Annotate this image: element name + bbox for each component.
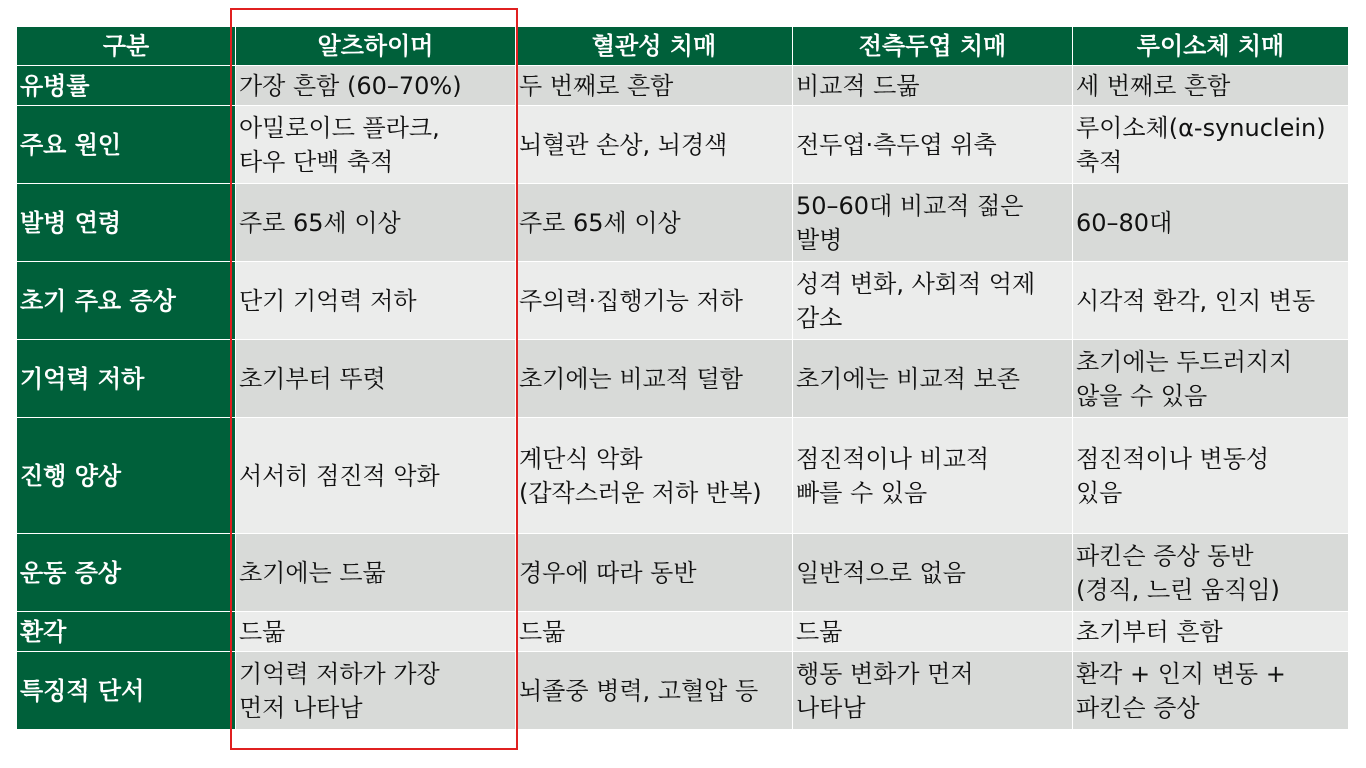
cell-frontotemporal <box>793 184 1073 262</box>
table-row <box>17 184 1349 262</box>
cell-line: 점진적이나 변동성 <box>1076 444 1270 473</box>
cell-line: 드묾 <box>519 617 566 646</box>
cell-lewy-body <box>1073 418 1349 534</box>
cell-alzheimer <box>236 534 516 612</box>
table-row <box>17 340 1349 418</box>
cell-lewy-body <box>1073 652 1349 730</box>
cell-alzheimer <box>236 612 516 652</box>
cell-line: 파킨슨 증상 <box>1076 693 1200 722</box>
header-frontotemporal: 전측두엽 치매 <box>793 27 1073 66</box>
cell-line: 초기에는 비교적 보존 <box>796 364 1020 393</box>
cell-lewy-body <box>1073 612 1349 652</box>
cell-vascular <box>516 612 793 652</box>
cell-line: 축적 <box>1076 147 1123 176</box>
cell-vascular <box>516 534 793 612</box>
cell-frontotemporal <box>793 262 1073 340</box>
cell-line: 타우 단백 축적 <box>239 147 394 176</box>
cell-line: 환각 + 인지 변동 + <box>1076 659 1286 688</box>
cell-line: 세 번째로 흔함 <box>1076 71 1231 100</box>
cell-line: 주로 65세 이상 <box>519 208 681 237</box>
cell-lewy-body <box>1073 106 1349 184</box>
cell-lewy-body <box>1073 262 1349 340</box>
row-label: 발병 연령 <box>17 184 236 262</box>
cell-line: 먼저 나타남 <box>239 693 363 722</box>
cell-line: 초기부터 뚜렷 <box>239 364 386 393</box>
cell-line: 단기 기억력 저하 <box>239 286 417 315</box>
cell-vascular <box>516 66 793 106</box>
cell-line: 초기에는 비교적 덜함 <box>519 364 743 393</box>
cell-line: 두 번째로 흔함 <box>519 71 674 100</box>
cell-alzheimer <box>236 66 516 106</box>
table-row <box>17 534 1349 612</box>
cell-line: 계단식 악화 <box>519 444 643 473</box>
cell-frontotemporal <box>793 66 1073 106</box>
cell-frontotemporal <box>793 612 1073 652</box>
cell-line: (갑작스러운 저하 반복) <box>519 478 762 507</box>
row-label: 환각 <box>17 612 236 652</box>
cell-line: 50–60대 비교적 젊은 <box>796 191 1024 220</box>
cell-alzheimer <box>236 106 516 184</box>
cell-line: 뇌졸중 병력, 고혈압 등 <box>519 676 759 705</box>
table-row <box>17 612 1349 652</box>
table-row <box>17 66 1349 106</box>
cell-alzheimer <box>236 652 516 730</box>
table-row <box>17 106 1349 184</box>
cell-vascular <box>516 106 793 184</box>
header-vascular: 혈관성 치매 <box>516 27 793 66</box>
cell-line: 60–80대 <box>1076 208 1173 237</box>
cell-line: 점진적이나 비교적 <box>796 444 990 473</box>
cell-alzheimer <box>236 340 516 418</box>
cell-line: 드묾 <box>796 617 843 646</box>
cell-frontotemporal <box>793 340 1073 418</box>
cell-line: 초기에는 드묾 <box>239 558 386 587</box>
cell-lewy-body <box>1073 340 1349 418</box>
row-label: 진행 양상 <box>17 418 236 534</box>
cell-frontotemporal <box>793 534 1073 612</box>
cell-line: 나타남 <box>796 693 866 722</box>
cell-line: 파킨슨 증상 동반 <box>1076 541 1254 570</box>
cell-alzheimer <box>236 418 516 534</box>
cell-lewy-body <box>1073 184 1349 262</box>
cell-vascular <box>516 340 793 418</box>
cell-line: 드묾 <box>239 617 286 646</box>
cell-line: 루이소체(α-synuclein) <box>1076 113 1326 142</box>
row-label: 기억력 저하 <box>17 340 236 418</box>
cell-line: 일반적으로 없음 <box>796 558 966 587</box>
cell-line: 성격 변화, 사회적 억제 <box>796 269 1036 298</box>
cell-line: 경우에 따라 동반 <box>519 558 697 587</box>
header-row <box>17 27 1349 66</box>
row-label: 주요 원인 <box>17 106 236 184</box>
row-label: 특징적 단서 <box>17 652 236 730</box>
header-category: 구분 <box>17 27 236 66</box>
cell-vascular <box>516 418 793 534</box>
cell-vascular <box>516 184 793 262</box>
cell-line: 초기에는 두드러지지 <box>1076 347 1293 376</box>
cell-line: 감소 <box>796 303 843 332</box>
dementia-comparison-table <box>16 26 1349 730</box>
cell-line: 뇌혈관 손상, 뇌경색 <box>519 130 728 159</box>
header-alzheimer: 알츠하이머 <box>236 27 516 66</box>
cell-line: 주로 65세 이상 <box>239 208 401 237</box>
cell-line: 비교적 드묾 <box>796 71 920 100</box>
row-label: 초기 주요 증상 <box>17 262 236 340</box>
cell-line: 서서히 점진적 악화 <box>239 461 440 490</box>
cell-line: 기억력 저하가 가장 <box>239 659 440 688</box>
cell-line: 있음 <box>1076 478 1123 507</box>
cell-line: 전두엽·측두엽 위축 <box>796 130 997 159</box>
cell-alzheimer <box>236 262 516 340</box>
cell-line: 시각적 환각, 인지 변동 <box>1076 286 1316 315</box>
cell-frontotemporal <box>793 418 1073 534</box>
cell-lewy-body <box>1073 66 1349 106</box>
cell-line: (경직, 느린 움직임) <box>1076 575 1280 604</box>
cell-line: 초기부터 흔함 <box>1076 617 1223 646</box>
table-row <box>17 262 1349 340</box>
header-lewy-body: 루이소체 치매 <box>1073 27 1349 66</box>
cell-line: 주의력·집행기능 저하 <box>519 286 743 315</box>
cell-line: 아밀로이드 플라크, <box>239 113 440 142</box>
table-row <box>17 418 1349 534</box>
cell-alzheimer <box>236 184 516 262</box>
table-row <box>17 652 1349 730</box>
cell-line: 가장 흔함 (60–70%) <box>239 71 462 100</box>
cell-line: 발병 <box>796 225 843 254</box>
cell-vascular <box>516 652 793 730</box>
cell-frontotemporal <box>793 106 1073 184</box>
cell-frontotemporal <box>793 652 1073 730</box>
cell-vascular <box>516 262 793 340</box>
cell-line: 빠를 수 있음 <box>796 478 928 507</box>
cell-line: 행동 변화가 먼저 <box>796 659 974 688</box>
cell-line: 않을 수 있음 <box>1076 381 1208 410</box>
cell-lewy-body <box>1073 534 1349 612</box>
row-label: 유병률 <box>17 66 236 106</box>
row-label: 운동 증상 <box>17 534 236 612</box>
